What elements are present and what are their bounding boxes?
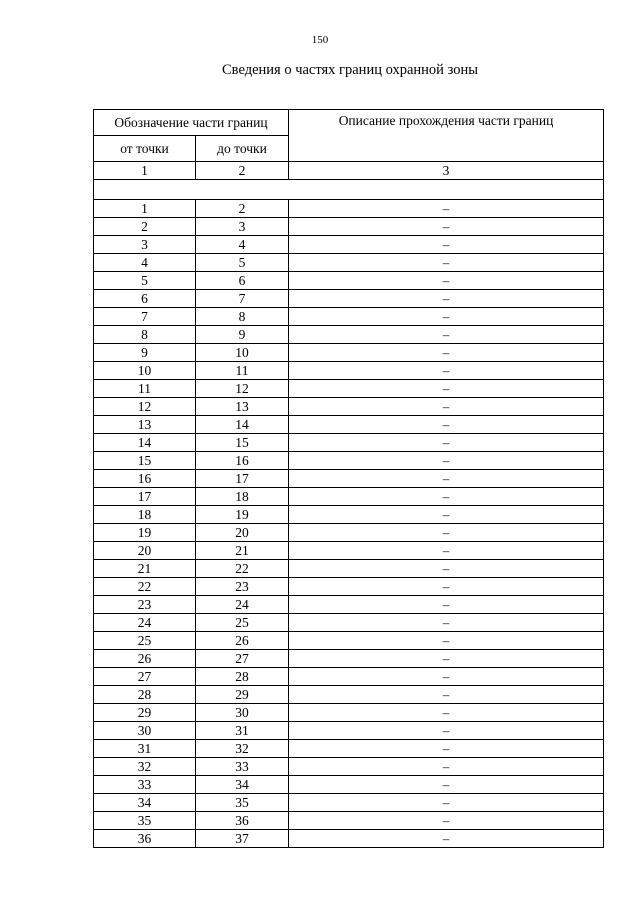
table-row — [94, 812, 604, 830]
to-point-cell: 19 — [196, 506, 289, 524]
description-cell: – — [289, 740, 604, 758]
table-row — [94, 560, 604, 578]
table-row — [94, 290, 604, 308]
table-row — [94, 452, 604, 470]
from-point-cell: 11 — [94, 380, 196, 398]
table-row — [94, 218, 604, 236]
description-cell: – — [289, 290, 604, 308]
to-point-cell: 22 — [196, 560, 289, 578]
from-point-cell: 14 — [94, 434, 196, 452]
from-point-cell: 35 — [94, 812, 196, 830]
table-row — [94, 614, 604, 632]
from-point-cell: 15 — [94, 452, 196, 470]
from-point-cell: 2 — [94, 218, 196, 236]
to-point-cell: 37 — [196, 830, 289, 848]
description-cell: – — [289, 524, 604, 542]
to-point-cell: 35 — [196, 794, 289, 812]
description-cell: – — [289, 794, 604, 812]
description-cell: – — [289, 470, 604, 488]
table-row — [94, 416, 604, 434]
to-point-cell: 12 — [196, 380, 289, 398]
from-point-cell: 29 — [94, 704, 196, 722]
to-point-cell: 34 — [196, 776, 289, 794]
to-point-cell: 30 — [196, 704, 289, 722]
from-point-cell: 16 — [94, 470, 196, 488]
column-number-cell: 2 — [196, 162, 289, 180]
to-point-cell: 33 — [196, 758, 289, 776]
table-row — [94, 254, 604, 272]
from-point-cell: 5 — [94, 272, 196, 290]
to-point-cell: 17 — [196, 470, 289, 488]
description-cell: – — [289, 380, 604, 398]
from-point-cell: 25 — [94, 632, 196, 650]
from-point-cell: 17 — [94, 488, 196, 506]
to-point-cell: 25 — [196, 614, 289, 632]
description-cell: – — [289, 812, 604, 830]
from-point-cell: 9 — [94, 344, 196, 362]
table-row — [94, 596, 604, 614]
column-number-row — [94, 162, 604, 180]
description-cell: – — [289, 668, 604, 686]
to-point-cell: 27 — [196, 650, 289, 668]
from-point-cell: 27 — [94, 668, 196, 686]
from-point-cell: 30 — [94, 722, 196, 740]
description-cell: – — [289, 542, 604, 560]
from-point-cell: 32 — [94, 758, 196, 776]
description-cell: – — [289, 632, 604, 650]
page-number: 150 — [311, 34, 329, 46]
from-point-cell: 24 — [94, 614, 196, 632]
description-cell: – — [289, 578, 604, 596]
description-cell: – — [289, 686, 604, 704]
from-point-cell: 23 — [94, 596, 196, 614]
table-row — [94, 506, 604, 524]
table-row — [94, 434, 604, 452]
description-cell: – — [289, 650, 604, 668]
description-cell: – — [289, 596, 604, 614]
from-point-cell: 36 — [94, 830, 196, 848]
table-row — [94, 308, 604, 326]
document-title: Сведения о частях границ охранной зоны — [222, 62, 478, 78]
to-point-cell: 14 — [196, 416, 289, 434]
description-cell: – — [289, 722, 604, 740]
from-point-cell: 4 — [94, 254, 196, 272]
header-row — [94, 110, 604, 136]
to-point-cell: 10 — [196, 344, 289, 362]
from-point-cell: 34 — [94, 794, 196, 812]
from-point-cell: 21 — [94, 560, 196, 578]
description-cell: – — [289, 488, 604, 506]
to-point-cell: 13 — [196, 398, 289, 416]
table-row — [94, 632, 604, 650]
to-point-cell: 5 — [196, 254, 289, 272]
to-point-cell: 9 — [196, 326, 289, 344]
from-point-cell: 10 — [94, 362, 196, 380]
table-row — [94, 236, 604, 254]
description-cell: – — [289, 236, 604, 254]
description-cell: – — [289, 308, 604, 326]
description-cell: – — [289, 344, 604, 362]
blank-section-cell — [94, 180, 604, 200]
table-row — [94, 740, 604, 758]
header-to-point-cell: до точки — [196, 136, 289, 162]
to-point-cell: 16 — [196, 452, 289, 470]
description-cell: – — [289, 704, 604, 722]
from-point-cell: 7 — [94, 308, 196, 326]
to-point-cell: 4 — [196, 236, 289, 254]
description-cell: – — [289, 452, 604, 470]
from-point-cell: 8 — [94, 326, 196, 344]
description-cell: – — [289, 830, 604, 848]
blank-section-row — [94, 180, 604, 200]
table-row — [94, 686, 604, 704]
table-row — [94, 470, 604, 488]
description-cell: – — [289, 272, 604, 290]
to-point-cell: 28 — [196, 668, 289, 686]
from-point-cell: 6 — [94, 290, 196, 308]
description-cell: – — [289, 218, 604, 236]
from-point-cell: 3 — [94, 236, 196, 254]
from-point-cell: 28 — [94, 686, 196, 704]
to-point-cell: 11 — [196, 362, 289, 380]
to-point-cell: 6 — [196, 272, 289, 290]
to-point-cell: 29 — [196, 686, 289, 704]
header-from-point-cell: от точки — [94, 136, 196, 162]
table-row — [94, 200, 604, 218]
table-row — [94, 668, 604, 686]
from-point-cell: 26 — [94, 650, 196, 668]
to-point-cell: 36 — [196, 812, 289, 830]
table-row — [94, 776, 604, 794]
to-point-cell: 2 — [196, 200, 289, 218]
header-description-cell: Описание прохождения части границ — [289, 110, 604, 162]
from-point-cell: 22 — [94, 578, 196, 596]
to-point-cell: 24 — [196, 596, 289, 614]
table-row — [94, 344, 604, 362]
description-cell: – — [289, 560, 604, 578]
column-number-cell: 1 — [94, 162, 196, 180]
to-point-cell: 15 — [196, 434, 289, 452]
table-row — [94, 272, 604, 290]
table-row — [94, 326, 604, 344]
table-row — [94, 524, 604, 542]
to-point-cell: 31 — [196, 722, 289, 740]
from-point-cell: 13 — [94, 416, 196, 434]
to-point-cell: 3 — [196, 218, 289, 236]
description-cell: – — [289, 200, 604, 218]
to-point-cell: 21 — [196, 542, 289, 560]
from-point-cell: 18 — [94, 506, 196, 524]
boundary-parts-table — [93, 109, 604, 848]
table-row — [94, 830, 604, 848]
to-point-cell: 26 — [196, 632, 289, 650]
header-group-cell: Обозначение части границ — [94, 110, 289, 136]
table-row — [94, 488, 604, 506]
description-cell: – — [289, 506, 604, 524]
table-row — [94, 650, 604, 668]
description-cell: – — [289, 614, 604, 632]
description-cell: – — [289, 254, 604, 272]
to-point-cell: 7 — [196, 290, 289, 308]
table-row — [94, 380, 604, 398]
description-cell: – — [289, 398, 604, 416]
table-row — [94, 362, 604, 380]
description-cell: – — [289, 416, 604, 434]
to-point-cell: 20 — [196, 524, 289, 542]
table-row — [94, 542, 604, 560]
description-cell: – — [289, 758, 604, 776]
table-row — [94, 722, 604, 740]
from-point-cell: 1 — [94, 200, 196, 218]
to-point-cell: 8 — [196, 308, 289, 326]
table-row — [94, 578, 604, 596]
from-point-cell: 19 — [94, 524, 196, 542]
from-point-cell: 12 — [94, 398, 196, 416]
description-cell: – — [289, 434, 604, 452]
table-row — [94, 704, 604, 722]
to-point-cell: 18 — [196, 488, 289, 506]
table-row — [94, 398, 604, 416]
description-cell: – — [289, 362, 604, 380]
column-number-cell: 3 — [289, 162, 604, 180]
from-point-cell: 33 — [94, 776, 196, 794]
from-point-cell: 31 — [94, 740, 196, 758]
table-row — [94, 758, 604, 776]
from-point-cell: 20 — [94, 542, 196, 560]
to-point-cell: 23 — [196, 578, 289, 596]
to-point-cell: 32 — [196, 740, 289, 758]
table-row — [94, 794, 604, 812]
description-cell: – — [289, 776, 604, 794]
description-cell: – — [289, 326, 604, 344]
